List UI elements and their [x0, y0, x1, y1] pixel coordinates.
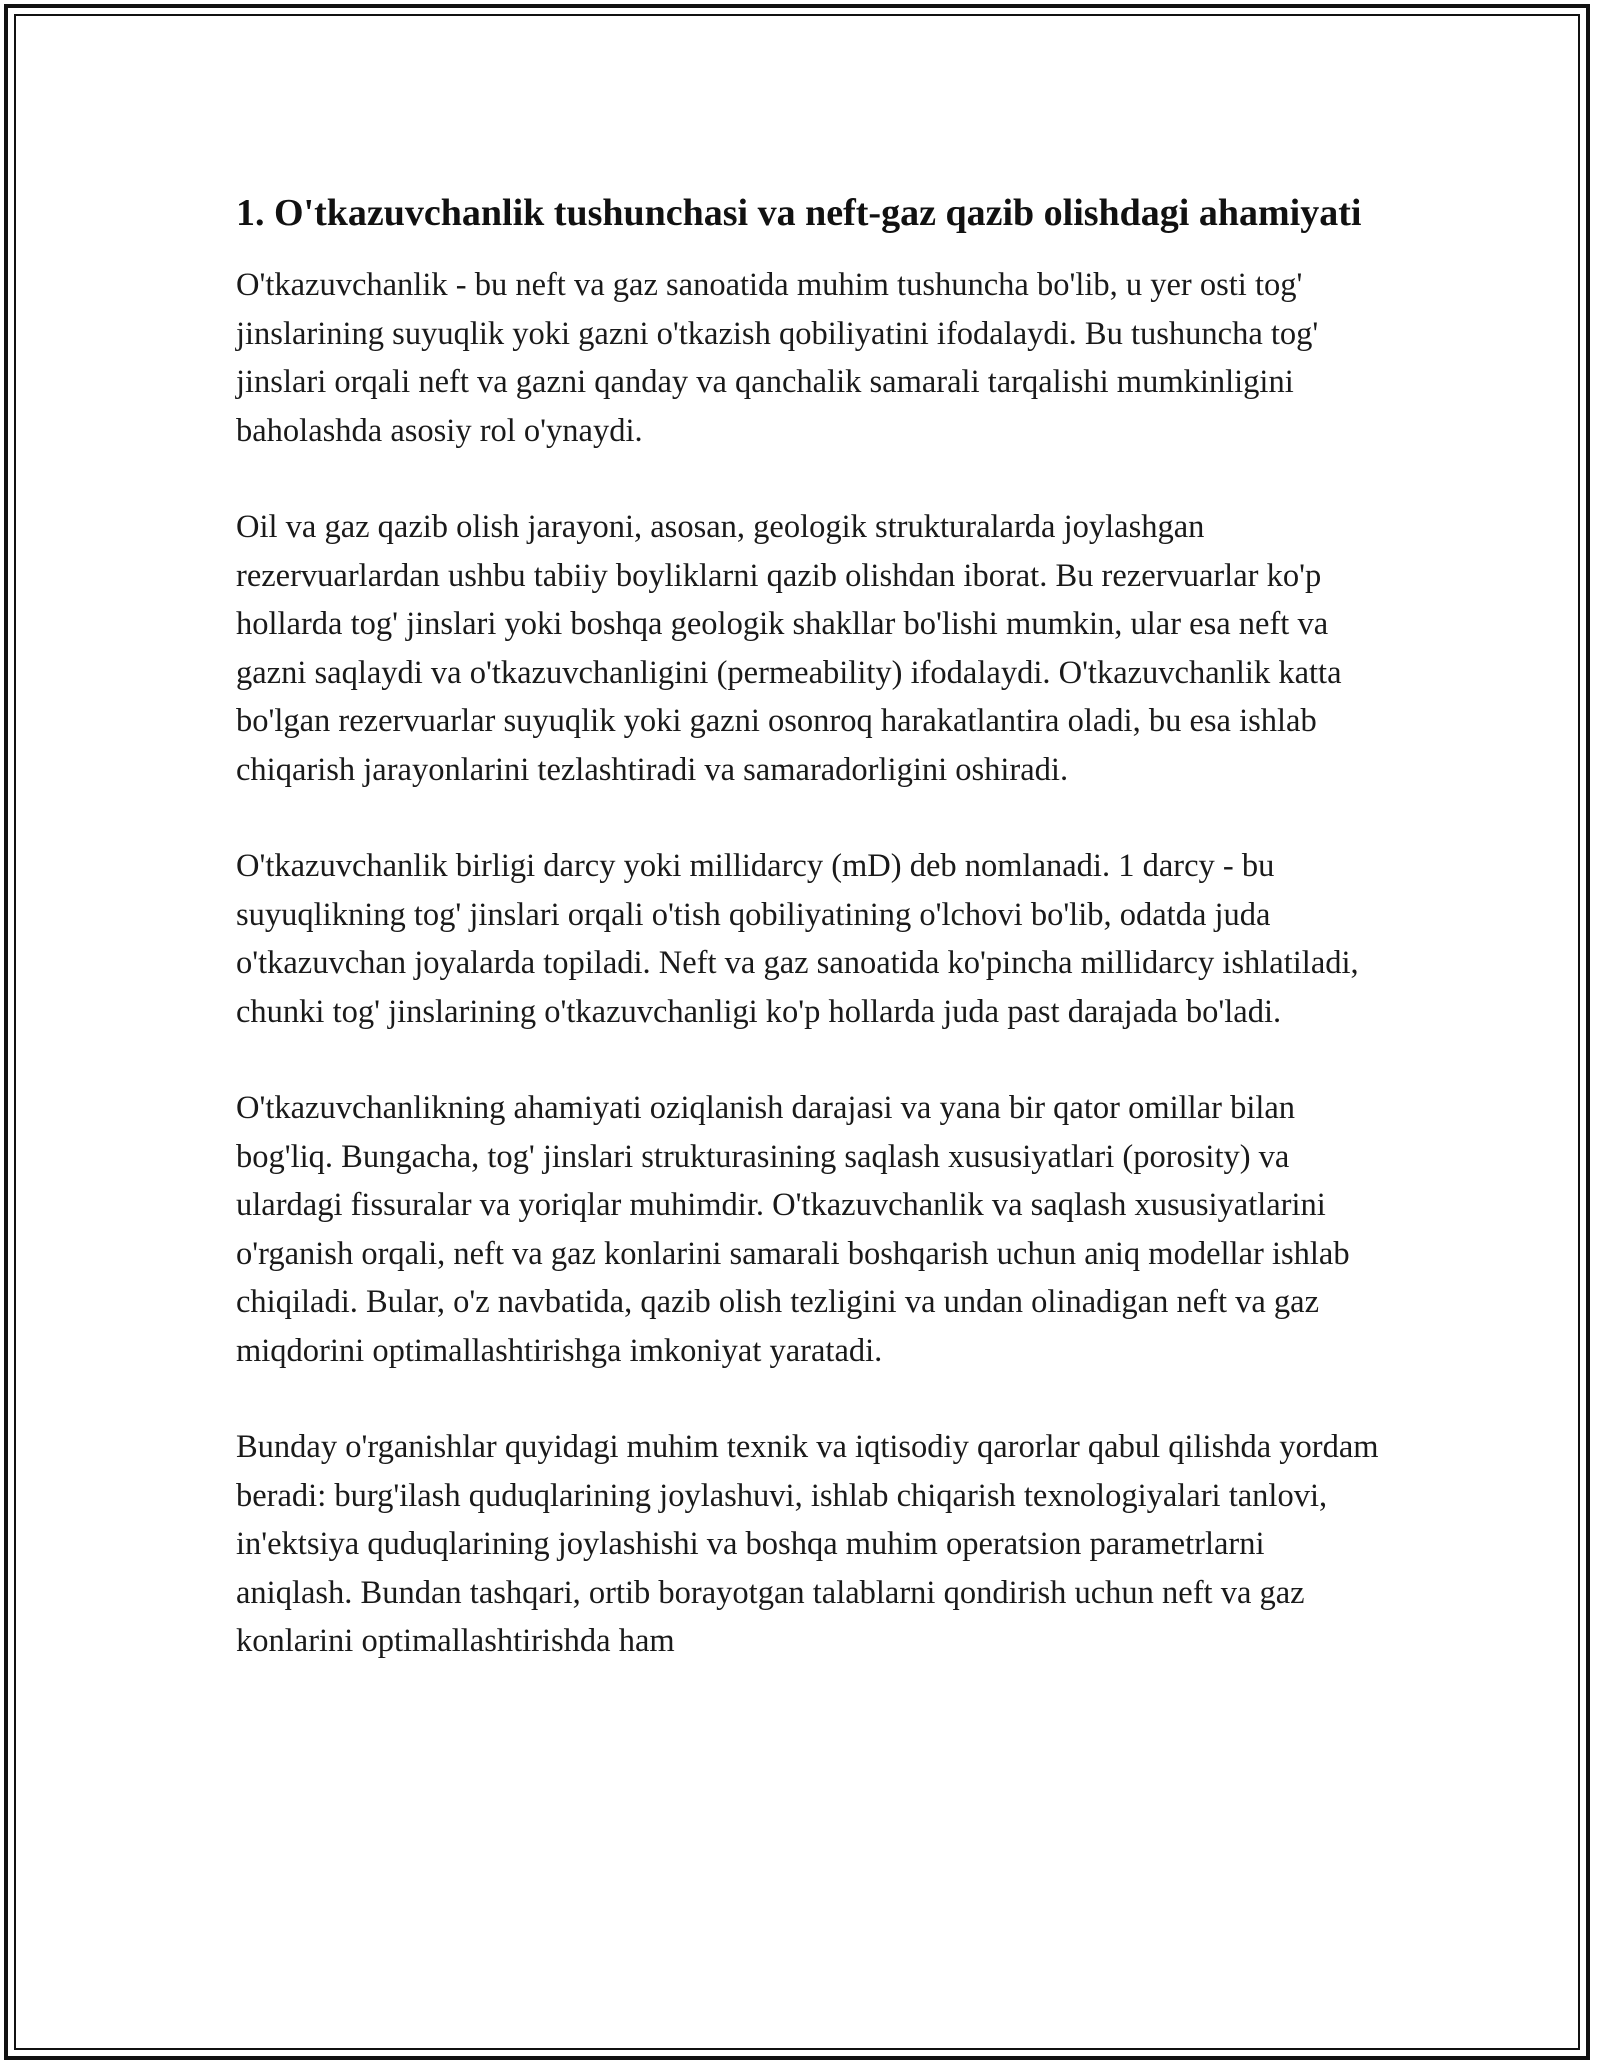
document-body: [236, 186, 1386, 1714]
section-heading: 1. O'tkazuvchanlik tushunchasi va neft-gaz qazib olishdagi ahamiyati: [236, 192, 1362, 234]
paragraph-definition: O'tkazuvchanlik - bu neft va gaz sanoatida muhim tushuncha bo'lib, u yer osti tog' jinslarining suyuqlik yoki gazni o'tkazish qobiliyatini ifodalaydi. Bu tushuncha tog' jinslari orqali neft va gazni qanday va qanchalik samarali tarqalishi mumkinligini baholashda asosiy rol o'ynaydi.: [236, 267, 1319, 449]
paragraph-extraction-process: Oil va gaz qazib olish jarayoni, asosan, geologik strukturalarda joylashgan rezervuarlardan ushbu tabiiy boyliklarni qazib olishdan iborat. Bu rezervuarlar ko'p hollarda tog' jinslari yoki boshqa geologik shakllar bo'lishi mumkin, ular esa neft va gazni saqlaydi va o'tkazuvchanligini (permeability) ifodalaydi. O'tkazuvchanlik katta bo'lgan rezervuarlar suyuqlik yoki gazni osonroq harakatlantira oladi, bu esa ishlab chiqarish jarayonlarini tezlashtiradi va samaradorligini oshiradi.: [236, 509, 1342, 788]
paragraph-decisions: Bunday o'rganishlar quyidagi muhim texnik va iqtisodiy qarorlar qabul qilishda yordam beradi: burg'ilash quduqlarining joylashuvi, ishlab chiqarish texnologiyalari tanlovi, in'ektsiya quduqlarining joylashishi va boshqa muhim operatsion parametrlarni aniqlash. Bundan tashqari, ortib borayotgan talablarni qondirish uchun neft va gaz konlarini optimallashtirishda ham: [236, 1429, 1379, 1659]
paragraph-importance: O'tkazuvchanlikning ahamiyati oziqlanish darajasi va yana bir qator omillar bilan bog'liq. Bungacha, tog' jinslari strukturasining saqlash xususiyatlari (porosity) va ulardagi fissuralar va yoriqlar muhimdir. O'tkazuvchanlik va saqlash xususiyatlarini o'rganish orqali, neft va gaz konlarini samarali boshqarish uchun aniq modellar ishlab chiqiladi. Bular, o'z navbatida, qazib olish tezligini va undan olinadigan neft va gaz miqdorini optimallashtirishga imkoniyat yaratadi.: [236, 1090, 1350, 1369]
paragraph-units: O'tkazuvchanlik birligi darcy yoki millidarcy (mD) deb nomlanadi. 1 darcy - bu suyuqlikning tog' jinslari orqali o'tish qobiliyatining o'lchovi bo'lib, odatda juda o'tkazuvchan joyalarda topiladi. Neft va gaz sanoatida ko'pincha millidarcy ishlatiladi, chunki tog' jinslarining o'tkazuvchanligi ko'p hollarda juda past darajada bo'ladi.: [236, 848, 1359, 1030]
